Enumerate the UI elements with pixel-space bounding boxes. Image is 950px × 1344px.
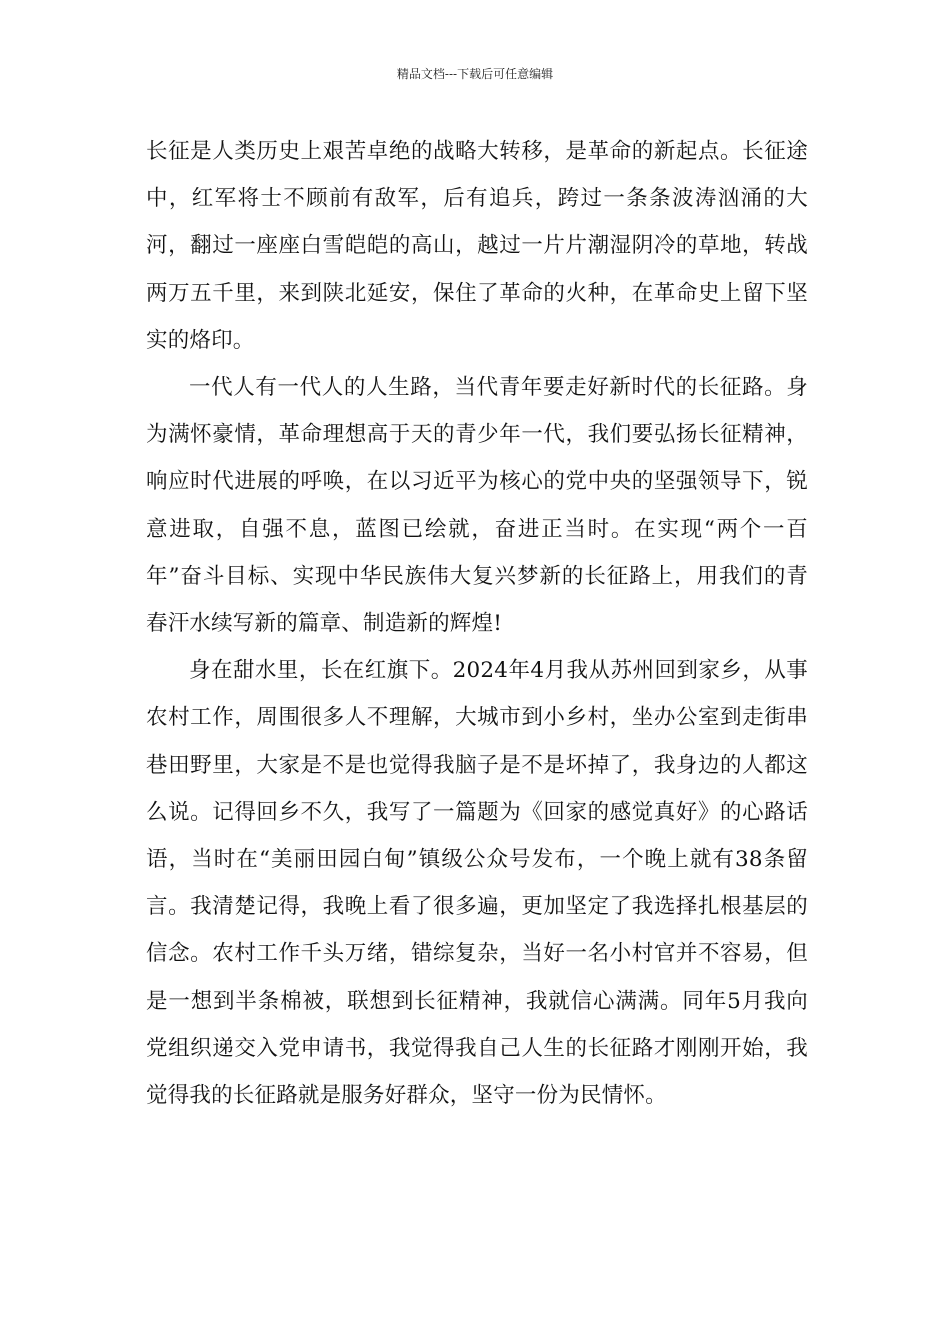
- document-body: [146, 128, 808, 1119]
- paragraph-1: 长征是人类历史上艰苦卓绝的战略大转移，是革命的新起点。长征途中，红军将士不顾前有敌军，后有追兵，跨过一条条波涛汹涌的大河，翻过一座座白雪皑皑的高山，越过一片片潮湿阴冷的草地，转战两万五千里，来到陕北延安，保住了革命的火种，在革命史上留下坚实的烙印。: [146, 139, 808, 353]
- paragraph-3: 身在甜水里，长在红旗下。2024年4月我从苏州回到家乡，从事农村工作，周围很多人不理解，大城市到小乡村，坐办公室到走街串巷田野里，大家是不是也觉得我脑子是不是坏掉了，我身边的人都这么说。记得回乡不久，我写了一篇题为《回家的感觉真好》的心路话语，当时在“美丽田园白甸”镇级公众号发布，一个晚上就有38条留言。我清楚记得，我晚上看了很多遍，更加坚定了我选择扎根基层的信念。农村工作千头万绪，错综复杂，当好一名小村官并不容易，但是一想到半条棉被，联想到长征精神，我就信心满满。同年5月我向党组织递交入党申请书，我觉得我自己人生的长征路才刚刚开始，我觉得我的长征路就是服务好群众，坚守一份为民情怀。: [146, 658, 808, 1109]
- paragraph-2: 一代人有一代人的人生路，当代青年要走好新时代的长征路。身为满怀豪情，革命理想高于天的青少年一代，我们要弘扬长征精神，响应时代进展的呼唤，在以习近平为核心的党中央的坚强领导下，锐意进取，自强不息，蓝图已绘就，奋进正当时。在实现“两个一百年”奋斗目标、实现中华民族伟大复兴梦新的长征路上，用我们的青春汗水续写新的篇章、制造新的辉煌!: [146, 375, 808, 637]
- page-header: 精品文档---下载后可任意编辑: [396, 67, 554, 81]
